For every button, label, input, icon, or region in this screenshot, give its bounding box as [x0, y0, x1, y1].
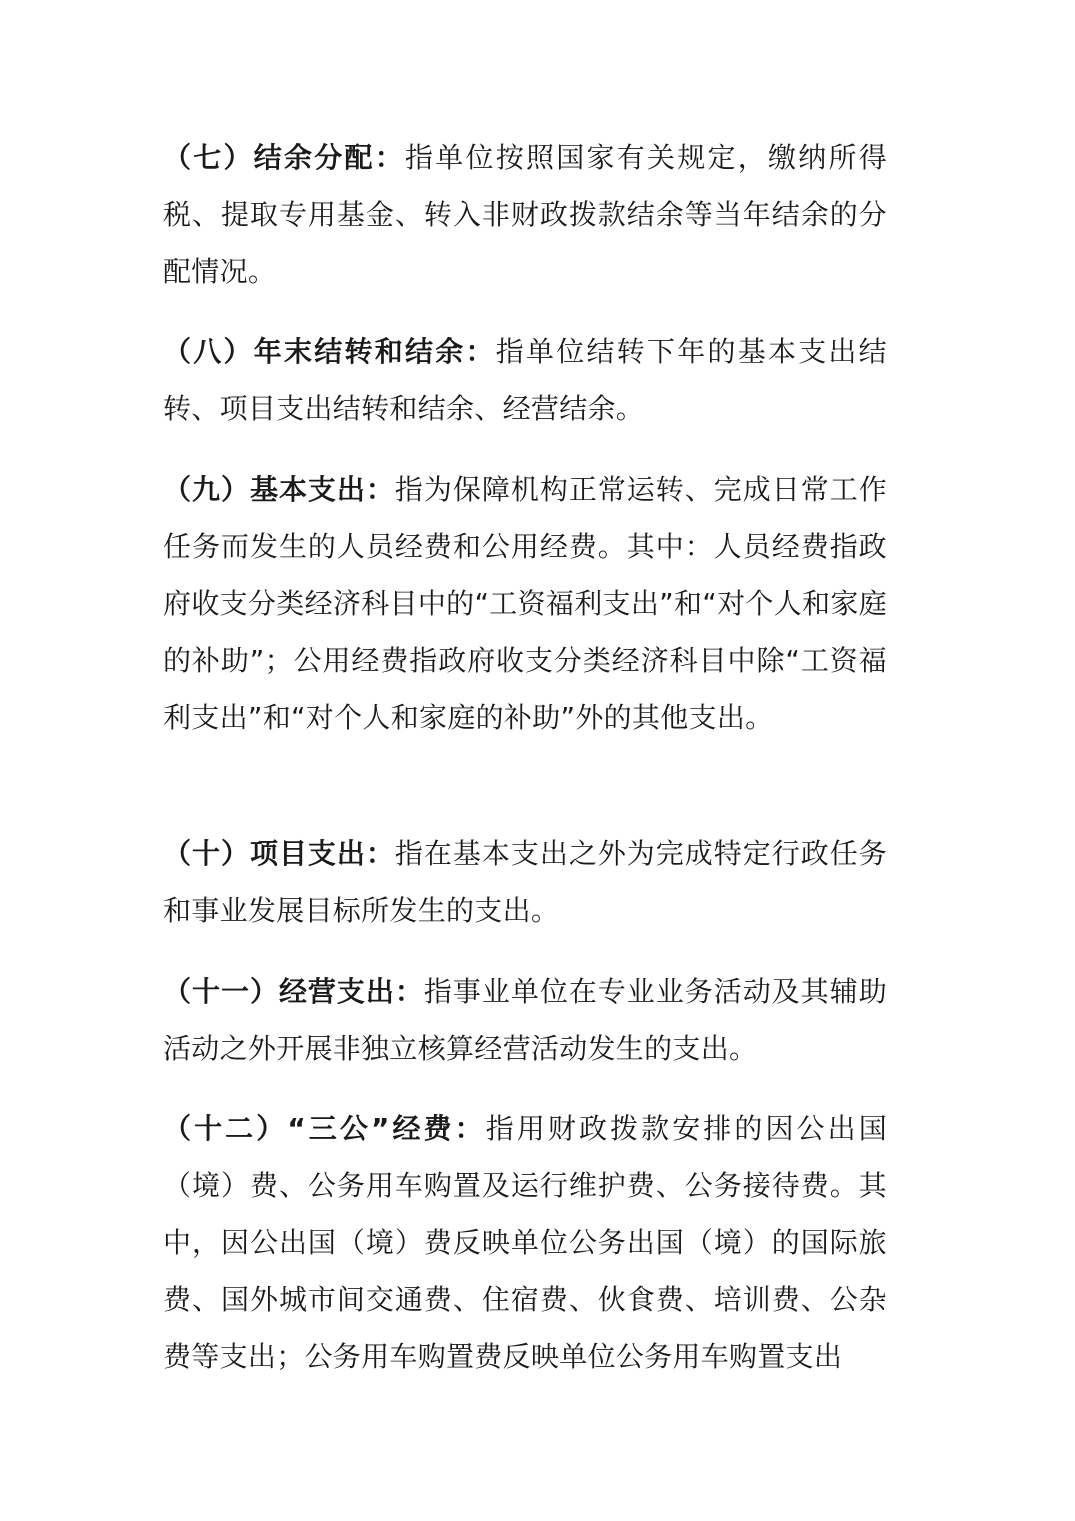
- paragraph-eleven: [163, 963, 887, 1077]
- paragraph-ten: [163, 825, 887, 939]
- paragraph-body: 指为保障机构正常运转、完成日常工作任务而发生的人员经费和公用经费。其中：人员经费指政府收支分类经济科目中的“工资福利支出”和“对个人和家庭的补助”；公用经费指政府收支分类经济科目中除“工资福利支出”和“对个人和家庭的补助”外的其他支出。: [163, 473, 887, 734]
- paragraph-term: （十）项目支出：: [163, 837, 395, 870]
- paragraph-twelve: [163, 1100, 887, 1385]
- paragraph-nine: [163, 461, 887, 746]
- paragraph-term: （七）结余分配：: [163, 141, 405, 174]
- paragraph-eight: [163, 323, 887, 437]
- paragraph-seven: [163, 129, 887, 300]
- paragraph-term: （九）基本支出：: [163, 473, 395, 506]
- paragraph-body: 指在基本支出之外为完成特定行政任务和事业发展目标所发生的支出。: [163, 837, 887, 927]
- paragraph-body: 指用财政拨款安排的因公出国（境）费、公务用车购置及运行维护费、公务接待费。其中，因公出国（境）费反映单位公务出国（境）的国际旅费、国外城市间交通费、住宿费、伙食费、培训费、公杂费等支出；公务用车购置费反映单位公务用车购置支出: [163, 1112, 888, 1373]
- paragraph-term: （十二）“三公”经费：: [163, 1112, 486, 1145]
- paragraph-term: （十一）经营支出：: [163, 975, 424, 1008]
- paragraph-body: 指单位按照国家有关规定，缴纳所得税、提取专用基金、转入非财政拨款结余等当年结余的分配情况。: [163, 141, 887, 288]
- paragraph-body: 指单位结转下年的基本支出结转、项目支出结转和结余、经营结余。: [163, 335, 887, 425]
- paragraph-term: （八）年末结转和结余：: [163, 335, 496, 368]
- paragraph-body: 指事业单位在专业业务活动及其辅助活动之外开展非独立核算经营活动发生的支出。: [163, 975, 887, 1065]
